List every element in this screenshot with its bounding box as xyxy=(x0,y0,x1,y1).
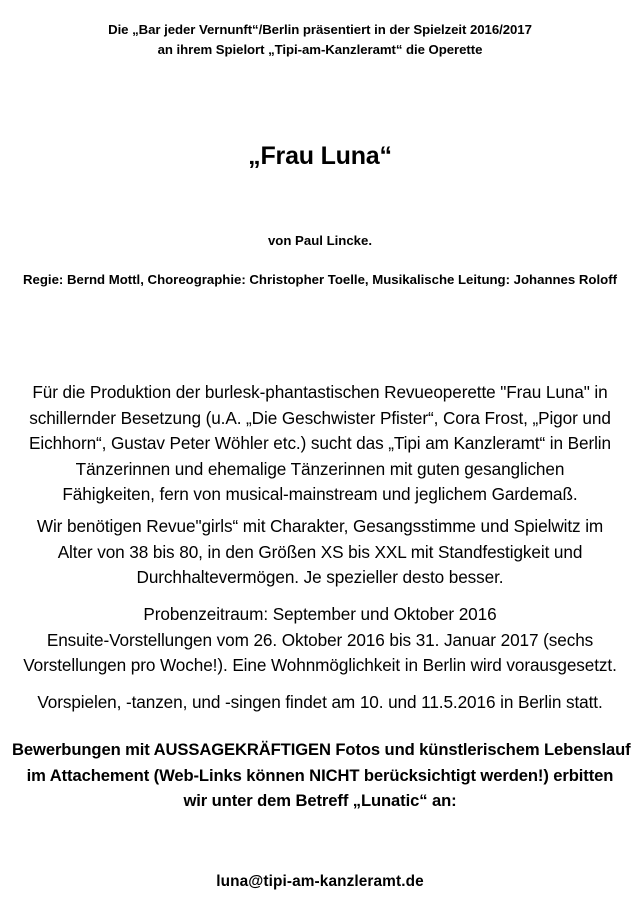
presenter-header-line-2: an ihrem Spielort „Tipi-am-Kanzleramt“ die Operette xyxy=(157,42,483,57)
production-line-2: schillernder Besetzung (u.A. „Die Geschwister Pfister“, Cora Frost, „Pigor und xyxy=(29,407,611,428)
production-line-4: Tänzerinnen und ehemalige Tänzerinnen mit guten gesanglichen xyxy=(75,458,565,479)
contact-email[interactable]: luna@tipi-am-kanzleramt.de xyxy=(216,873,424,890)
presenter-header-line-1: Die „Bar jeder Vernunft“/Berlin präsentiert in der Spielzeit 2016/2017 xyxy=(108,22,532,37)
production-line-3: Eichhorn“, Gustav Peter Wöhler etc.) sucht das „Tipi am Kanzleramt“ in Berlin xyxy=(29,433,611,454)
application-instructions-line-3: wir unter dem Betreff „Lunatic“ an: xyxy=(183,791,457,811)
application-instructions xyxy=(0,737,640,814)
schedule-line-1: Probenzeitraum: September und Oktober 2016 xyxy=(143,604,497,624)
requirements-line-2: Alter von 38 bis 80, in den Größen XS bis XXL mit Standfestigkeit und xyxy=(57,541,583,562)
requirements-line-1: Wir benötigen Revue"girls“ mit Charakter, Gesangsstimme und Spielwitz im xyxy=(36,516,604,536)
production-line-1: Für die Produktion der burlesk-phantastischen Revueoperette "Frau Luna" in xyxy=(32,382,608,402)
creative-team-credit: Regie: Bernd Mottl, Choreographie: Christopher Toelle, Musikalische Leitung: Johannes Roloff xyxy=(23,272,617,287)
audition-paragraph xyxy=(0,690,640,716)
schedule-paragraph xyxy=(0,602,640,679)
requirements-paragraph xyxy=(0,514,640,591)
schedule-line-2: Ensuite-Vorstellungen vom 26. Oktober 2016 bis 31. Januar 2017 (sechs xyxy=(46,629,594,650)
production-description-paragraph xyxy=(0,380,640,508)
production-line-5: Fähigkeiten, fern von musical-mainstream und jeglichem Gardemaß. xyxy=(62,484,578,505)
requirements-line-3: Durchhaltevermögen. Je spezieller desto besser. xyxy=(136,567,504,588)
schedule-line-3: Vorstellungen pro Woche!). Eine Wohnmöglichkeit in Berlin wird vorausgesetzt. xyxy=(23,655,617,676)
production-title: „Frau Luna“ xyxy=(248,142,392,170)
composer-credit: von Paul Lincke. xyxy=(267,233,373,248)
application-instructions-line-2: im Attachement (Web-Links können NICHT berücksichtigt werden!) erbitten xyxy=(26,765,614,785)
presenter-header xyxy=(0,20,640,60)
application-instructions-line-1: Bewerbungen mit AUSSAGEKRÄFTIGEN Fotos und künstlerischem Lebenslauf xyxy=(12,740,631,759)
audition-line-1: Vorspielen, -tanzen, und -singen findet am 10. und 11.5.2016 in Berlin statt. xyxy=(37,692,603,712)
